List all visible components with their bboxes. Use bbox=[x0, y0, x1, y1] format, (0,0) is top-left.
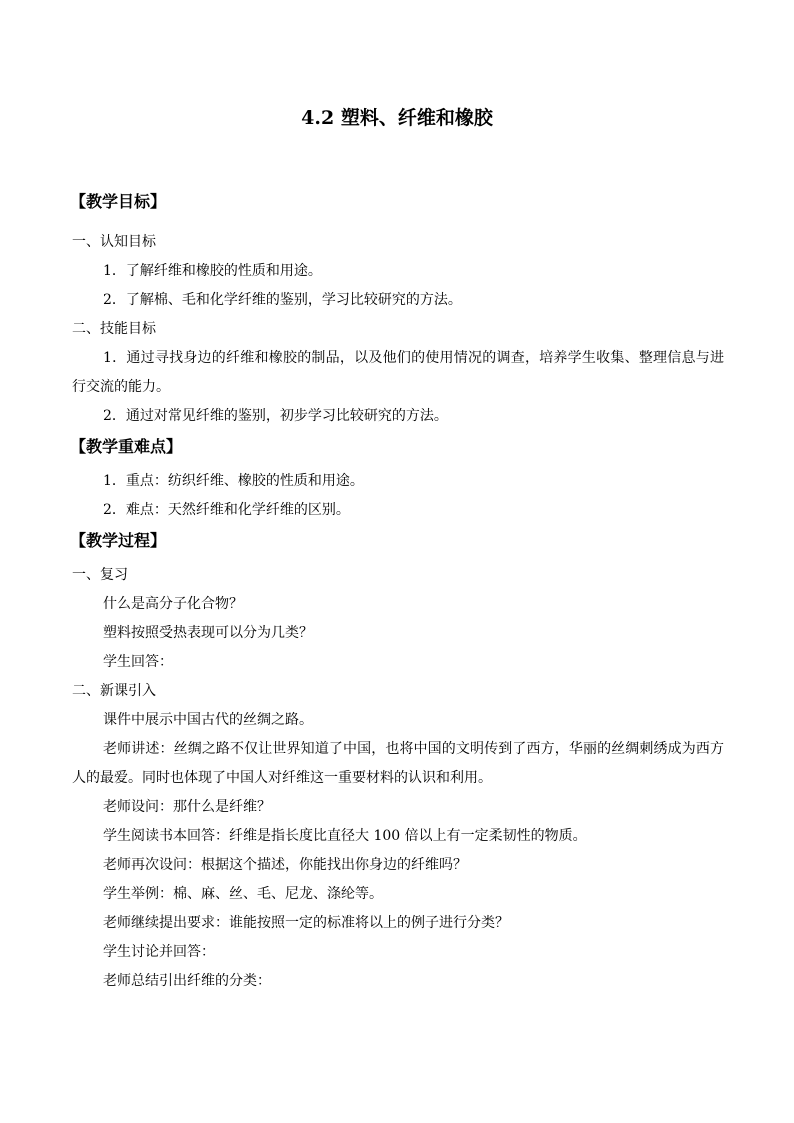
paragraph: 什么是高分子化合物？ bbox=[103, 596, 243, 612]
list-item: 1．通过寻找身边的纤维和橡胶的制品，以及他们的使用情况的调查，培养学生收集、整理信息与进行交流的能力。 bbox=[72, 350, 724, 395]
document-body bbox=[72, 188, 724, 996]
section-heading-process: 【教学过程】 bbox=[70, 531, 167, 550]
paragraph: 课件中展示中国古代的丝绸之路。 bbox=[103, 712, 313, 728]
paragraph: 塑料按照受热表现可以分为几类？ bbox=[103, 625, 313, 641]
list-item: 2．通过对常见纤维的鉴别，初步学习比较研究的方法。 bbox=[103, 408, 448, 424]
list-item: 1．了解纤维和橡胶的性质和用途。 bbox=[103, 263, 322, 279]
paragraph: 学生举例：棉、麻、丝、毛、尼龙、涤纶等。 bbox=[103, 886, 383, 902]
paragraph: 学生阅读书本回答：纤维是指长度比直径大 100 倍以上有一定柔韧性的物质。 bbox=[103, 828, 587, 844]
paragraph: 老师总结引出纤维的分类： bbox=[103, 973, 271, 989]
section-heading-key-points: 【教学重难点】 bbox=[70, 437, 183, 456]
paragraph: 老师再次设问：根据这个描述，你能找出你身边的纤维吗？ bbox=[103, 857, 467, 873]
subheading-review: 一、复习 bbox=[72, 567, 128, 583]
list-item: 1．重点：纺织纤维、橡胶的性质和用途。 bbox=[103, 473, 364, 489]
paragraph: 老师继续提出要求：谁能按照一定的标准将以上的例子进行分类？ bbox=[103, 915, 509, 931]
paragraph: 老师设问：那什么是纤维？ bbox=[103, 799, 271, 815]
list-item: 2．了解棉、毛和化学纤维的鉴别，学习比较研究的方法。 bbox=[103, 292, 462, 308]
paragraph: 学生讨论并回答： bbox=[103, 944, 215, 960]
paragraph: 学生回答： bbox=[103, 654, 173, 670]
subheading-new-lesson: 二、新课引入 bbox=[72, 683, 156, 699]
subheading-skill-goals: 二、技能目标 bbox=[72, 321, 156, 337]
page-title: 4.2 塑料、纤维和橡胶 bbox=[301, 107, 493, 129]
subheading-cognitive-goals: 一、认知目标 bbox=[72, 234, 156, 250]
paragraph: 老师讲述：丝绸之路不仅让世界知道了中国，也将中国的文明传到了西方，华丽的丝绸刺绣成为西方人的最爱。同时也体现了中国人对纤维这一重要材料的认识和利用。 bbox=[72, 741, 724, 786]
list-item: 2．难点：天然纤维和化学纤维的区别。 bbox=[103, 502, 350, 518]
section-heading-goals: 【教学目标】 bbox=[70, 192, 167, 211]
